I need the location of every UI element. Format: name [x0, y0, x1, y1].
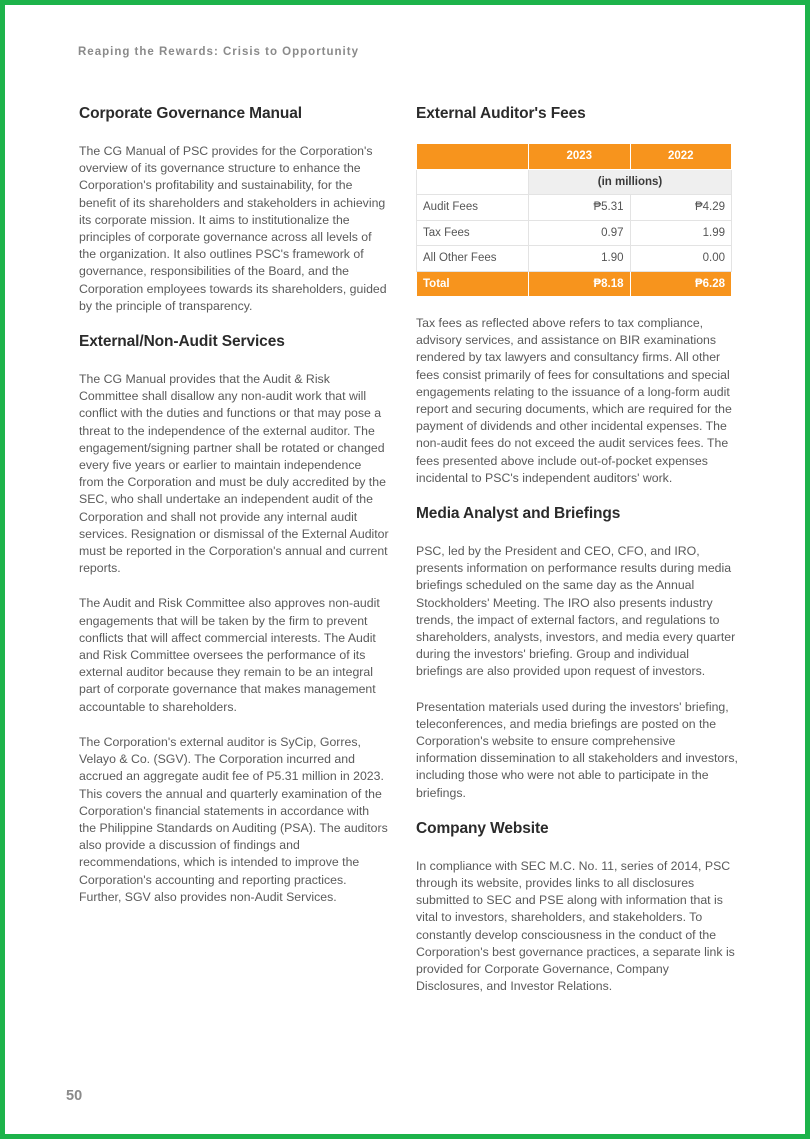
- auditor-fees-section: [416, 105, 738, 487]
- table-units-row: [417, 169, 732, 195]
- table-units-label: (in millions): [529, 169, 732, 195]
- table-header-2023: 2023: [529, 144, 631, 170]
- row-value-2022: 1.99: [630, 220, 732, 246]
- table-header-blank: [417, 144, 529, 170]
- non-audit-paragraph-2: The Audit and Risk Committee also approves non-audit engagements that will be taken by the firm to prevent conflicts that will affect commercial interests. The Audit and Risk Committee oversees the performance of its external auditor because they remain to be an integral part of corporate governance that makes management accountable to shareholders.: [79, 596, 380, 714]
- media-briefings-paragraph-2: Presentation materials used during the investors' briefing, teleconferences, and media briefings are posted on the Corporation's website to ensure comprehensive information dissemination to all stakeholders and investors, including those who were not able to participate in the briefings.: [416, 699, 738, 800]
- cg-manual-paragraph: The CG Manual of PSC provides for the Corporation's overview of its governance structure to enhance the Corporation's profitability and sustainability, for the benefit of its shareholders and stakeholders in achieving its corporate mission. It aims to institutionalize the principles of corporate governance across all levels of the organization. It also outlines PSC's framework of governance, responsibilities of the Board, and the Corporation employees towards its shareholders, guided by the principle of transparency.: [79, 144, 387, 313]
- company-website-heading: Company Website: [416, 819, 549, 837]
- media-briefings-section: [416, 505, 738, 802]
- table-row: [417, 195, 732, 221]
- page-number: 50: [66, 1088, 83, 1104]
- row-label: Tax Fees: [417, 220, 529, 246]
- table-header-2022: 2022: [630, 144, 732, 170]
- row-value-2022: ₱4.29: [630, 195, 732, 221]
- auditor-fees-paragraph: Tax fees as reflected above refers to tax compliance, advisory services, and assistance on BIR examinations rendered by tax lawyers and consultancy firms. All other fees consist primarily of fees for consultations and special engagements relating to the issuance of a long-form audit report and securing documents, which are required for the payment of dividends and other incidental expenses. The non-audit fees do not exceed the audit services fees. The fees presented above include out-of-pocket expenses incidental to PSC's independent auditors' work.: [416, 316, 732, 485]
- non-audit-paragraph-3: The Corporation's external auditor is SyCip, Gorres, Velayo & Co. (SGV). The Corporation incurred and accrued an aggregate audit fee of P5.31 million in 2023. This covers the annual and quarterly examination of the Corporation's financial statements in accordance with the Philippine Standards on Auditing (PSA). The auditors also provide a discussion of findings and recommendations, which is intended to improve the Corporation's accounting and reporting practices. Further, SGV also provides non-Audit Services.: [79, 734, 388, 904]
- total-value-2022: ₱6.28: [630, 271, 732, 297]
- left-column: [79, 105, 389, 924]
- table-row: [417, 246, 732, 272]
- auditor-fees-table: [416, 143, 732, 297]
- row-value-2022: 0.00: [630, 246, 732, 272]
- company-website-section: [416, 820, 738, 996]
- total-value-2023: ₱8.18: [529, 271, 631, 297]
- auditor-fees-heading: External Auditor's Fees: [416, 105, 586, 122]
- non-audit-paragraph-1: The CG Manual provides that the Audit & Risk Committee shall disallow any non-audit work that will conflict with the duties and functions or that may pose a threat to the independence of the external auditor. The engagement/signing partner shall be rotated or changed every five years or earlier to maintain independence from the Corporation and must be duly accredited by the SEC, who shall undertake an independent audit of the Corporation and shall not provide any internal audit services. Resignation or dismissal of the External Auditor must be reported in the Corporation's annual and current reports.: [79, 372, 389, 576]
- row-value-2023: 1.90: [529, 246, 631, 272]
- table-row: [417, 220, 732, 246]
- right-column: [416, 105, 738, 1014]
- company-website-paragraph: In compliance with SEC M.C. No. 11, series of 2014, PSC through its website, provides links to all disclosures submitted to SEC and PSE along with information that is vital to investors, shareholders, and stakeholders. To constantly develop consciousness in the conduct of the Corporation's best governance practices, a separate link is provided for Corporate Governance, Company Disclosures, and Investor Relations.: [416, 858, 735, 994]
- row-value-2023: 0.97: [529, 220, 631, 246]
- row-label: Audit Fees: [417, 195, 529, 221]
- media-briefings-paragraph-1: PSC, led by the President and CEO, CFO, and IRO, presents information on performance results during media briefings scheduled on the same day as the Annual Stockholders' Meeting. The IRO also presents industry trends, the impact of external factors, and regulations to shareholders, analysts, investors, and media every quarter during the investors' briefing. Group and individual briefings are also provided upon request of investors.: [416, 544, 736, 679]
- row-label: All Other Fees: [417, 246, 529, 272]
- row-value-2023: ₱5.31: [529, 195, 631, 221]
- non-audit-heading: External/Non-Audit Services: [79, 333, 285, 351]
- table-total-row: [417, 271, 732, 297]
- cg-manual-section: [79, 105, 389, 315]
- non-audit-section: [79, 333, 389, 906]
- total-label: Total: [417, 271, 529, 297]
- media-briefings-heading: Media Analyst and Briefings: [416, 505, 621, 523]
- running-header: Reaping the Rewards: Crisis to Opportunity: [78, 46, 359, 58]
- cg-manual-heading: Corporate Governance Manual: [79, 105, 302, 122]
